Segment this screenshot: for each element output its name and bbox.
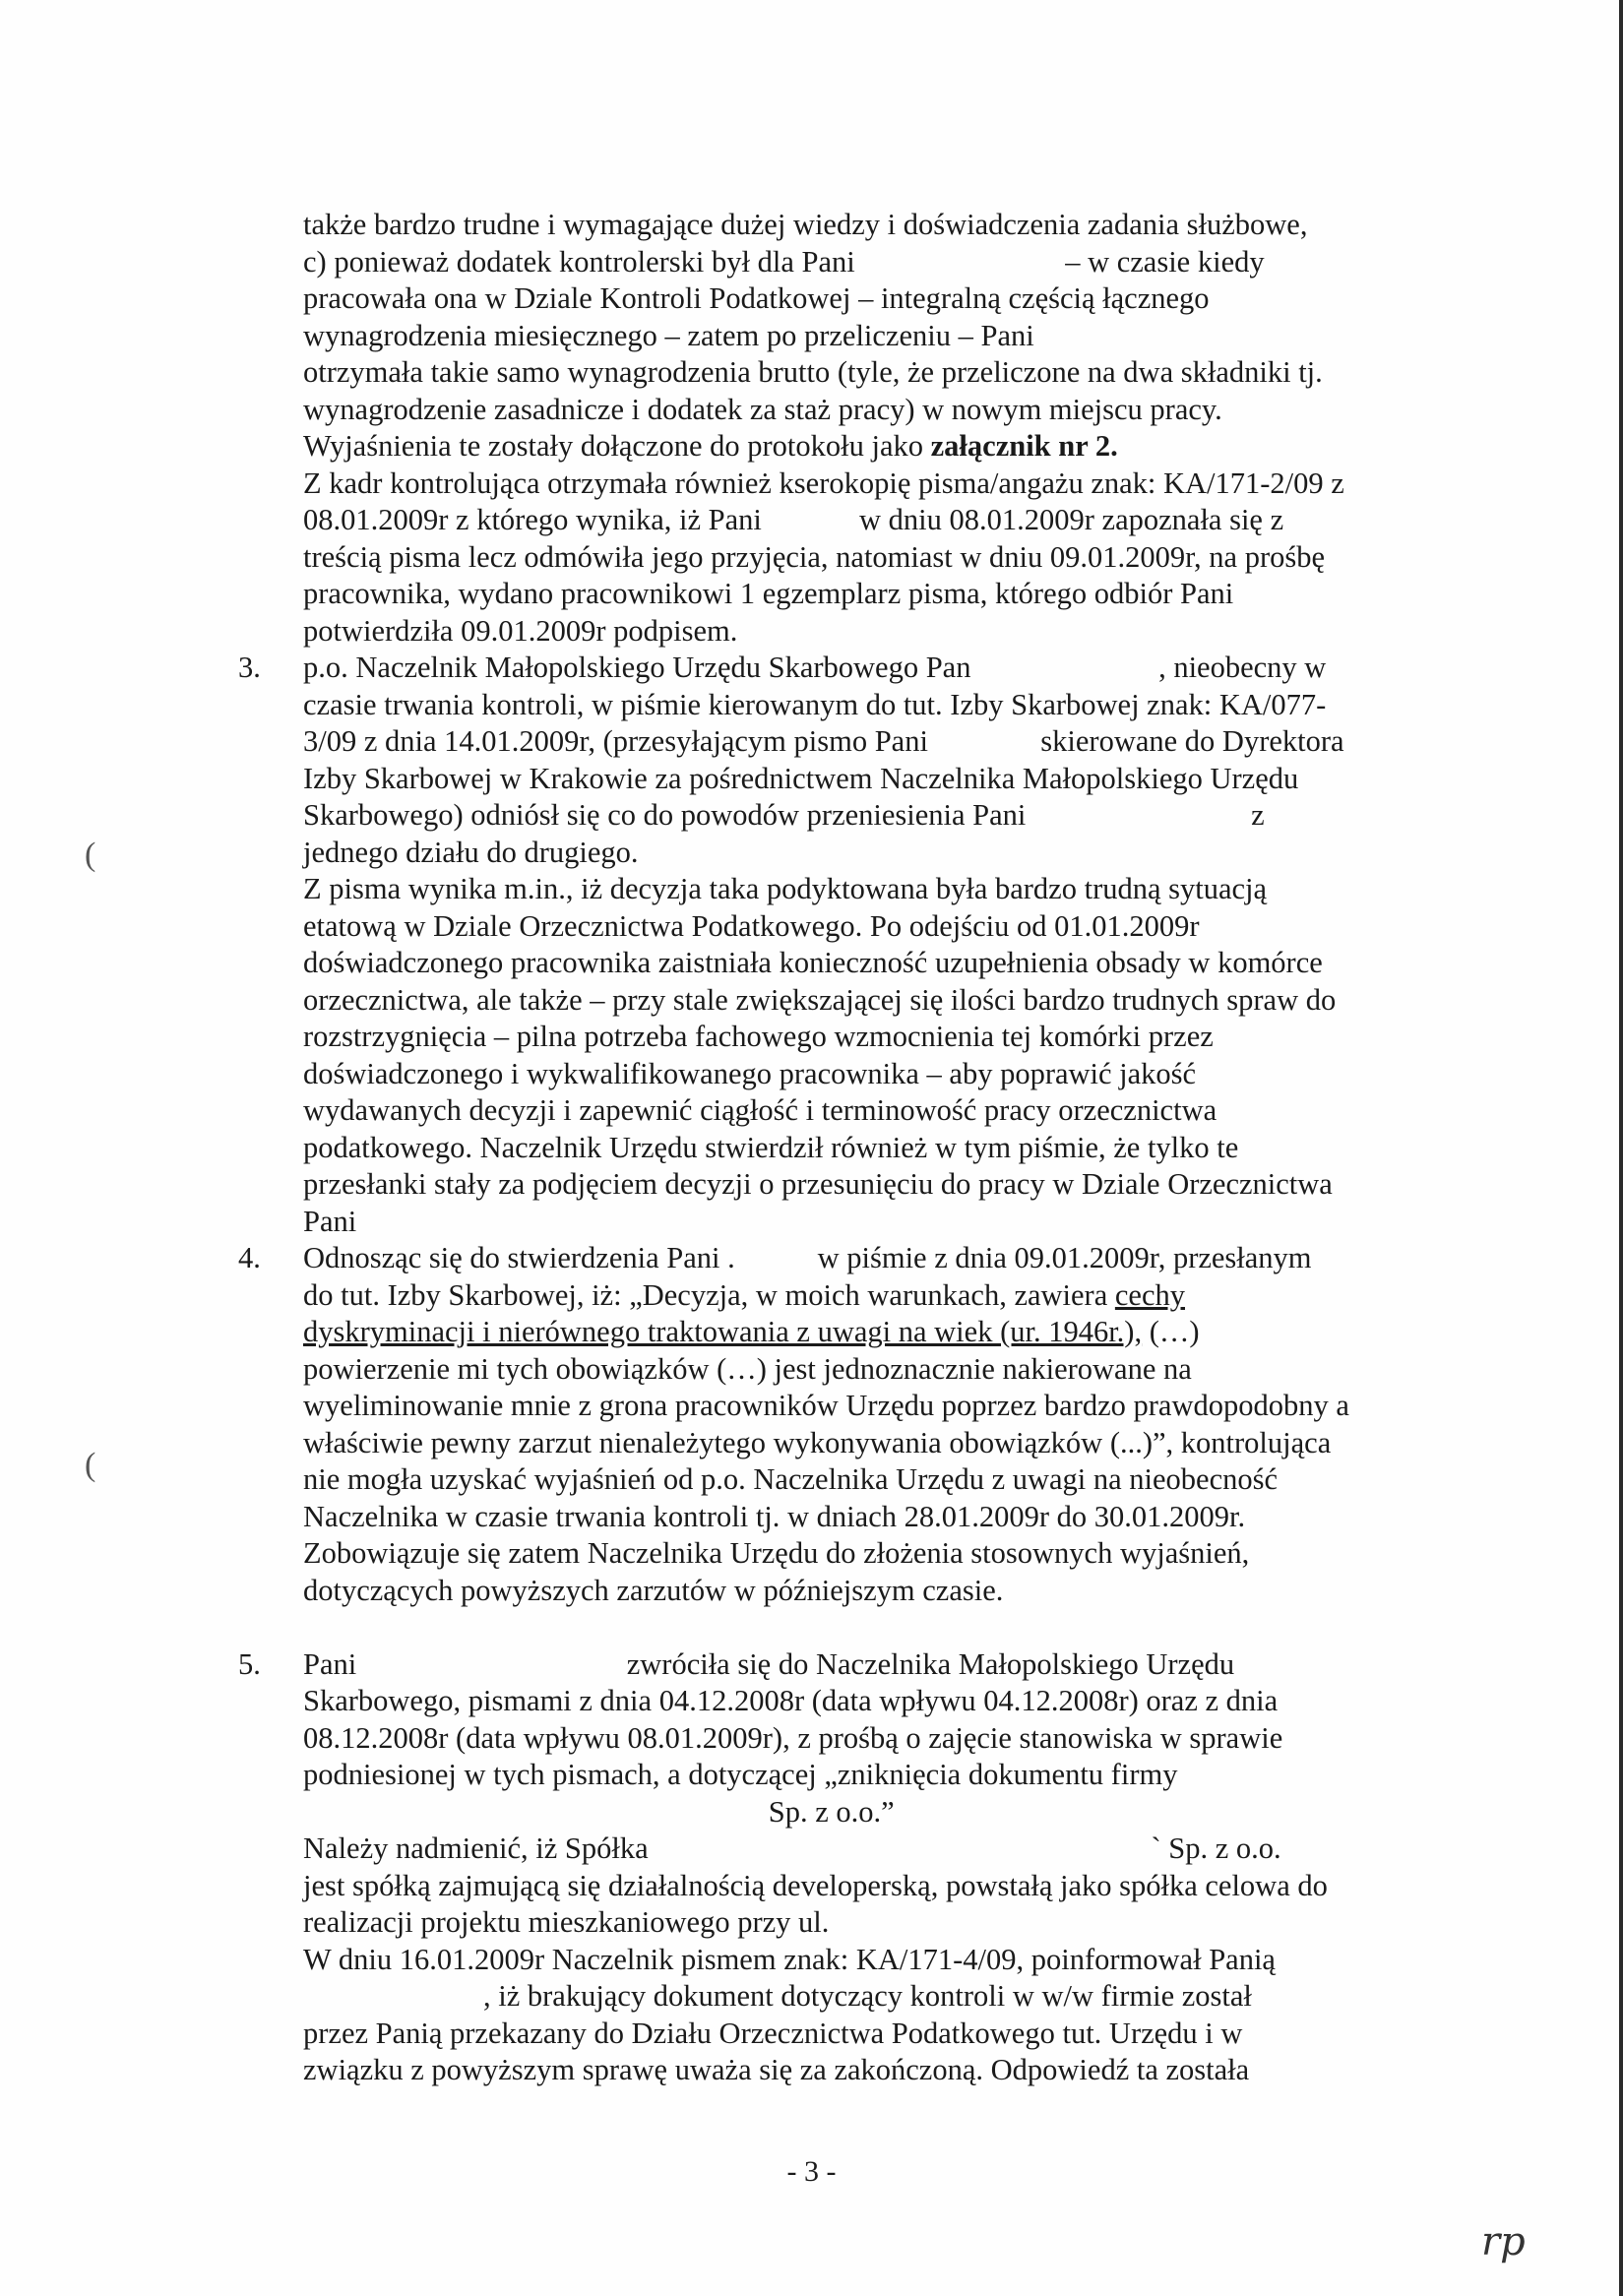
- text-line: dotyczących powyższych zarzutów w późniejszym czasie.: [303, 1573, 1004, 1607]
- text-line: 08.12.2008r (data wpływu 08.01.2009r), z prośbą o zajęcie stanowiska w sprawie: [303, 1720, 1283, 1755]
- underlined-quote: cechy: [1114, 1277, 1185, 1312]
- list-number: 3.: [238, 651, 261, 684]
- text-line: wynagrodzenie zasadnicze i dodatek za staż pracy) w nowym miejscu pracy.: [303, 392, 1222, 426]
- text-line: [303, 1314, 1433, 1351]
- text-line: W dniu 16.01.2009r Naczelnik pismem znak: KA/171-4/09, poinformował Panią: [303, 1942, 1276, 1976]
- text-line: treścią pisma lecz odmówiła jego przyjęcia, natomiast w dniu 09.01.2009r, na prośbę: [303, 539, 1326, 574]
- text-line: [303, 1277, 1433, 1315]
- quote-continuation: (…): [1142, 1315, 1200, 1348]
- text-line: Pani zwróciła się do Naczelnika Małopolskiego Urzędu: [303, 1646, 1235, 1681]
- text-line: Odnosząc się do stwierdzenia Pani . w piśmie z dnia 09.01.2009r, przesłanym: [303, 1241, 1312, 1274]
- text-line: jest spółką zajmującą się działalnością developerską, powstałą jako spółka celowa do: [303, 1868, 1328, 1902]
- list-item-5: [238, 1646, 1433, 2089]
- text-line: , iż brakujący dokument dotyczący kontroli w w/w firmie został: [303, 1979, 1252, 2013]
- document-body: [238, 207, 1433, 2089]
- text-line: czasie trwania kontroli, w piśmie kierowanym do tut. Izby Skarbowej znak: KA/077-: [303, 687, 1327, 721]
- underlined-quote: dyskryminacji i nierównego traktowania z uwagi na wiek (ur. 1946r.),: [303, 1315, 1143, 1348]
- list-item-4: [238, 1240, 1433, 1609]
- text-line: Zobowiązuje się zatem Naczelnika Urzędu do złożenia stosownych wyjaśnień,: [303, 1536, 1250, 1570]
- text-line: jednego działu do drugiego.: [303, 835, 639, 869]
- text-line: podniesionej w tych pismach, a dotyczącej „zniknięcia dokumentu firmy: [303, 1758, 1178, 1791]
- quote-intro: do tut. Izby Skarbowej, iż: „Decyzja, w moich warunkach, zawiera: [303, 1277, 1115, 1312]
- text-line: potwierdziła 09.01.2009r podpisem.: [303, 613, 738, 648]
- text-line: podatkowego. Naczelnik Urzędu stwierdził również w tym piśmie, że tylko te: [303, 1130, 1239, 1164]
- list-number: 4.: [238, 1241, 261, 1274]
- text-line: także bardzo trudne i wymagające dużej wiedzy i doświadczenia zadania służbowe,: [303, 208, 1308, 241]
- text-line: Z kadr kontrolująca otrzymała również kserokopię pisma/angażu znak: KA/171-2/09 z: [303, 465, 1344, 500]
- text-line: wyeliminowanie mnie z grona pracowników Urzędu poprzez bardzo prawdopodobny a: [303, 1389, 1349, 1422]
- text-line: p.o. Naczelnik Małopolskiego Urzędu Skarbowego Pan , nieobecny w: [303, 651, 1327, 684]
- text-line: Naczelnika w czasie trwania kontroli tj. w dniach 28.01.2009r do 30.01.2009r.: [303, 1499, 1246, 1533]
- text-line: powierzenie mi tych obowiązków (…) jest jednoznacznie nakierowane na: [303, 1351, 1192, 1386]
- text-line: wydawanych decyzji i zapewnić ciągłość i terminowość pracy orzecznictwa: [303, 1093, 1217, 1127]
- attachment-text: Wyjaśnienia te zostały dołączone do protokołu jako: [303, 429, 931, 463]
- text-line: rozstrzygnięcia – pilna potrzeba fachowego wzmocnienia tej komórki przez: [303, 1020, 1214, 1053]
- text-line: pracownika, wydano pracownikowi 1 egzemplarz pisma, którego odbiór Pani: [303, 577, 1234, 610]
- text-line: Izby Skarbowej w Krakowie za pośrednictwem Naczelnika Małopolskiego Urzędu: [303, 761, 1299, 795]
- text-line: Z pisma wynika m.in., iż decyzja taka podyktowana była bardzo trudną sytuacją: [303, 872, 1268, 905]
- paragraph-attachment: [303, 428, 1433, 465]
- paragraph-spacer: [303, 1609, 1433, 1646]
- text-line: realizacji projektu mieszkaniowego przy ul.: [303, 1905, 830, 1939]
- text-line: pracowała ona w Dziale Kontroli Podatkowej – integralną częścią łącznego: [303, 281, 1210, 315]
- text-line: wynagrodzenia miesięcznego – zatem po przeliczeniu – Pani: [303, 318, 1034, 352]
- text-line: Skarbowego) odniósł się co do powodów przeniesienia Pani z: [303, 798, 1265, 832]
- text-line: 08.01.2009r z którego wynika, iż Pani w dniu 08.01.2009r zapoznała się z: [303, 503, 1284, 536]
- attachment-reference: załącznik nr 2.: [930, 429, 1118, 463]
- text-line: Należy nadmienić, iż Spółka ` Sp. z o.o.: [303, 1831, 1281, 1865]
- text-line: przez Panią przekazany do Działu Orzecznictwa Podatkowego tut. Urzędu i w: [303, 2016, 1243, 2050]
- text-line: Sp. z o.o.”: [303, 1794, 895, 1829]
- margin-bracket-mark: (: [85, 1447, 96, 1483]
- text-line: otrzymała takie samo wynagrodzenia brutto (tyle, że przeliczone na dwa składniki tj.: [303, 355, 1323, 389]
- text-line: doświadczonego pracownika zaistniała konieczność uzupełnienia obsady w komórce: [303, 946, 1323, 979]
- text-line: orzecznictwa, ale także – przy stale zwiększającej się ilości bardzo trudnych spraw do: [303, 982, 1337, 1017]
- list-item-3: [238, 650, 1433, 1240]
- text-line: właściwie pewny zarzut nienależytego wykonywania obowiązków (...)”, kontrolująca: [303, 1425, 1332, 1459]
- text-line: przesłanki stały za podjęciem decyzji o przesunięciu do pracy w Dziale Orzecznictwa: [303, 1167, 1333, 1201]
- text-line: związku z powyższym sprawę uważa się za zakończoną. Odpowiedź ta została: [303, 2053, 1250, 2086]
- paragraph-kadr: [303, 465, 1433, 651]
- text-line: Skarbowego, pismami z dnia 04.12.2008r (data wpływu 04.12.2008r) oraz z dnia: [303, 1684, 1279, 1717]
- page-number: - 3 -: [786, 2155, 837, 2188]
- paragraph-intro: [303, 207, 1433, 428]
- handwritten-initials: rp: [1481, 2219, 1526, 2265]
- text-line: Pani: [303, 1204, 357, 1238]
- text-line: etatową w Dziale Orzecznictwa Podatkowego. Po odejściu od 01.01.2009r: [303, 908, 1200, 943]
- text-line: 3/09 z dnia 14.01.2009r, (przesyłającym pismo Pani skierowane do Dyrektora: [303, 724, 1344, 758]
- list-number: 5.: [238, 1646, 261, 1681]
- text-line: doświadczonego i wykwalifikowanego pracownika – aby poprawić jakość: [303, 1056, 1197, 1090]
- margin-bracket-mark: (: [85, 837, 96, 873]
- scan-edge: [1619, 0, 1623, 2296]
- text-line: c) ponieważ dodatek kontrolerski był dla Pani – w czasie kiedy: [303, 244, 1265, 279]
- text-line: nie mogła uzyskać wyjaśnień od p.o. Naczelnika Urzędu z uwagi na nieobecność: [303, 1462, 1279, 1496]
